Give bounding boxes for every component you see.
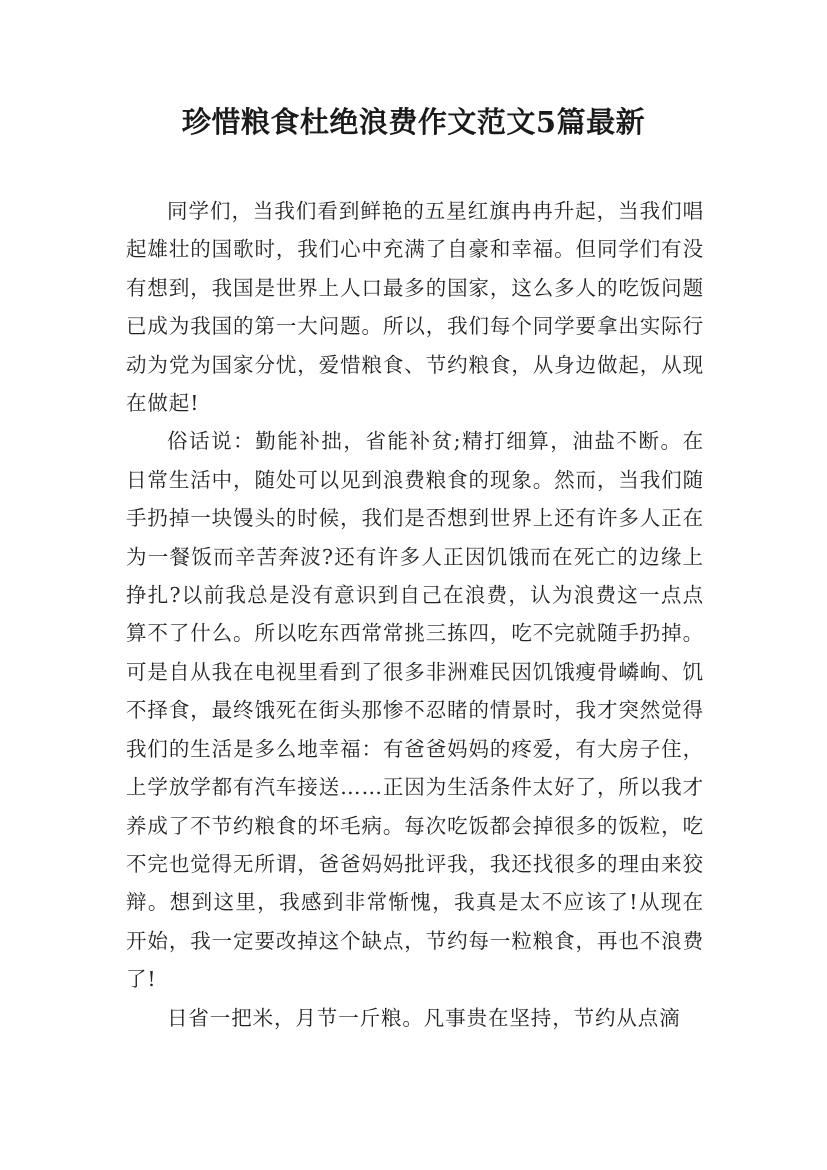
paragraph-3: 日省一把米，月节一斤粮。凡事贵在坚持，节约从点滴 <box>167 1005 681 1030</box>
document-body <box>126 192 704 1037</box>
paragraph-2: 俗话说：勤能补拙，省能补贫;精打细算，油盐不断。在日常生活中，随处可以见到浪费粮食的现象。然而，当我们随手扔掉一块馒头的时候，我们是否想到世界上还有许多人正在为一餐饭而辛苦奔波?还有许多人正因饥饿而在死亡的边缘上挣扎?以前我总是没有意识到自己在浪费，认为浪费这一点点算不了什么。所以吃东西常常挑三拣四，吃不完就随手扔掉。可是自从我在电视里看到了很多非洲难民因饥饿瘦骨嶙峋、饥不择食，最终饿死在街头那惨不忍睹的情景时，我才突然觉得我们的生活是多么地幸福：有爸爸妈妈的疼爱，有大房子住，上学放学都有汽车接送……正因为生活条件太好了，所以我才养成了不节约粮食的坏毛病。每次吃饭都会掉很多的饭粒，吃不完也觉得无所谓，爸爸妈妈批评我，我还找很多的理由来狡辩。想到这里，我感到非常惭愧，我真是太不应该了!从现在开始，我一定要改掉这个缺点，节约每一粒粮食，再也不浪费了! <box>126 429 704 992</box>
document-title: 珍惜粮食杜绝浪费作文范文5篇最新 <box>181 105 646 139</box>
paragraph-1: 同学们，当我们看到鲜艳的五星红旗冉冉升起，当我们唱起雄壮的国歌时，我们心中充满了自豪和幸福。但同学们有没有想到，我国是世界上人口最多的国家，这么多人的吃饭问题已成为我国的第一大问题。所以，我们每个同学要拿出实际行动为党为国家分忧，爱惜粮食、节约粮食，从身边做起，从现在做起! <box>126 199 704 416</box>
